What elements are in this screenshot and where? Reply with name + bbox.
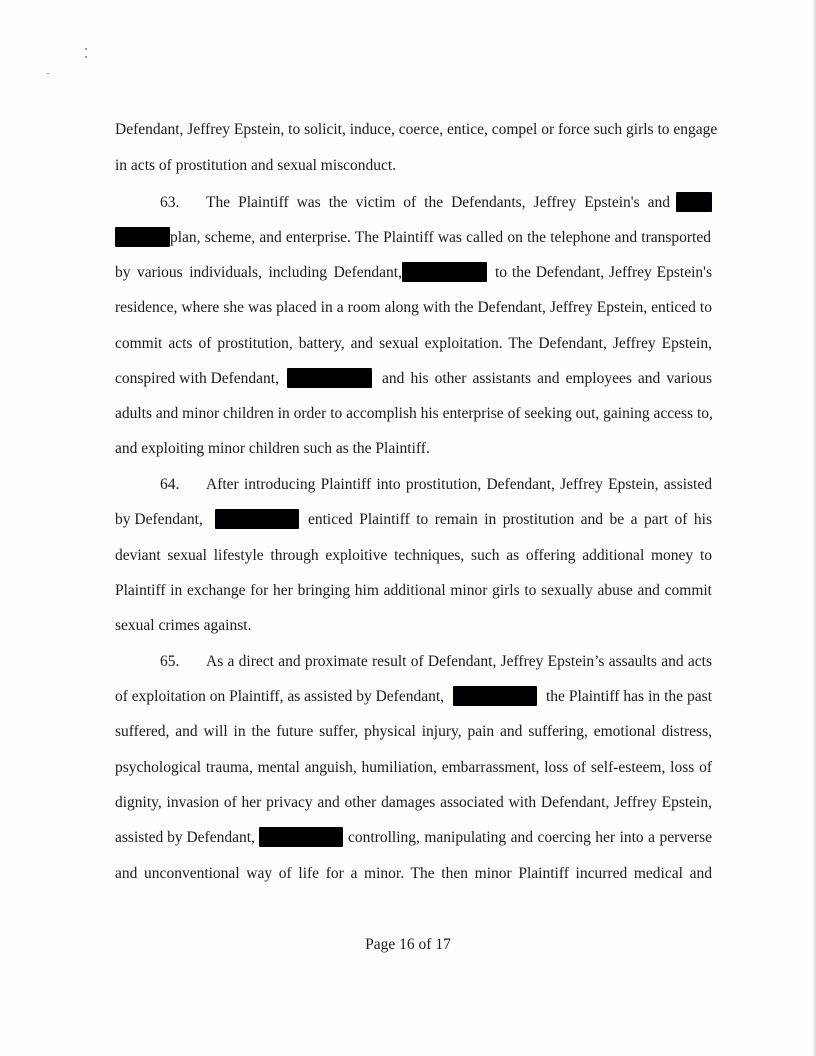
line-text: residence, where she was placed in a room along with the Defendant, Jeffrey Epstein, enticed to bbox=[115, 299, 712, 316]
redaction-box bbox=[676, 192, 712, 212]
body-line bbox=[115, 297, 712, 319]
line-text: dignity, invasion of her privacy and other damages associated with Defendant, Jeffrey Epstein, bbox=[115, 794, 712, 811]
line-text: to the Defendant, Jeffrey Epstein's bbox=[495, 264, 712, 281]
page-footer: Page 16 of 17 bbox=[365, 936, 451, 953]
line-text: assisted by Defendant, bbox=[115, 829, 255, 846]
body-line bbox=[115, 545, 712, 567]
paragraph-number: 64. bbox=[160, 476, 180, 493]
line-text: psychological trauma, mental anguish, humiliation, embarrassment, loss of self-esteem, loss of bbox=[115, 759, 712, 776]
redaction-box bbox=[402, 262, 487, 282]
body-line bbox=[115, 438, 712, 460]
paragraph-65-first-line bbox=[115, 651, 712, 673]
line-text: controlling, manipulating and coercing her into a perverse bbox=[348, 829, 712, 846]
line-text: commit acts of prostitution, battery, and sexual exploitation. The Defendant, Jeffrey Epstein, bbox=[115, 335, 712, 352]
line-text: conspired with Defendant, bbox=[115, 370, 279, 387]
redaction-box bbox=[287, 368, 372, 388]
body-line bbox=[115, 863, 712, 885]
line-text: After introducing Plaintiff into prostitution, Defendant, Jeffrey Epstein, assisted bbox=[206, 476, 712, 493]
scan-speck bbox=[47, 73, 49, 74]
paragraph-number: 65. bbox=[160, 653, 180, 670]
scan-speck bbox=[85, 48, 87, 50]
line-text: by Defendant, bbox=[115, 511, 203, 528]
line-text: plan, scheme, and enterprise. The Plaintiff was called on the telephone and transported bbox=[170, 229, 711, 246]
paragraph-63-first-line bbox=[115, 192, 712, 214]
line-text: of exploitation on Plaintiff, as assisted by Defendant, bbox=[115, 688, 445, 705]
body-line bbox=[115, 509, 712, 531]
body-line bbox=[115, 721, 712, 743]
line-text: suffered, and will in the future suffer, physical injury, pain and suffering, emotional distress, bbox=[115, 723, 712, 740]
line-text: enticed Plaintiff to remain in prostitution and be a part of his bbox=[308, 511, 712, 528]
line-text: The Plaintiff was the victim of the Defendants, Jeffrey Epstein's and bbox=[206, 194, 670, 211]
redaction-box bbox=[453, 686, 537, 706]
body-line bbox=[115, 368, 712, 390]
body-line bbox=[115, 155, 712, 177]
body-line bbox=[115, 262, 712, 284]
line-text: deviant sexual lifestyle through exploitive techniques, such as offering additional money to bbox=[115, 547, 712, 564]
body-line bbox=[115, 227, 712, 249]
line-text: Defendant, Jeffrey Epstein, to solicit, induce, coerce, entice, compel or force such girls to engage bbox=[115, 121, 718, 138]
scan-speck bbox=[85, 56, 87, 58]
line-text: sexual crimes against. bbox=[115, 617, 252, 634]
line-text: and his other assistants and employees and various bbox=[382, 370, 712, 387]
paragraph-number: 63. bbox=[160, 194, 180, 211]
line-text: As a direct and proximate result of Defendant, Jeffrey Epstein’s assaults and acts bbox=[206, 653, 712, 670]
body-line bbox=[115, 827, 712, 849]
paragraph-64-first-line bbox=[115, 474, 712, 496]
line-text: adults and minor children in order to accomplish his enterprise of seeking out, gaining access to, bbox=[115, 405, 713, 422]
body-line bbox=[115, 580, 712, 602]
line-text: and unconventional way of life for a minor. The then minor Plaintiff incurred medical and bbox=[115, 865, 712, 882]
body-line bbox=[115, 792, 712, 814]
line-text: Plaintiff in exchange for her bringing him additional minor girls to sexually abuse and commit bbox=[115, 582, 712, 599]
body-line bbox=[115, 119, 718, 141]
redaction-box bbox=[215, 509, 299, 529]
body-line bbox=[115, 686, 712, 708]
redaction-box bbox=[259, 827, 343, 847]
body-line bbox=[115, 757, 712, 779]
body-line bbox=[115, 615, 712, 637]
body-line bbox=[115, 403, 712, 425]
line-text: by various individuals, including Defendant, bbox=[115, 264, 402, 281]
redaction-box bbox=[115, 227, 170, 247]
body-line bbox=[115, 333, 712, 355]
line-text: the Plaintiff has in the past bbox=[546, 688, 712, 705]
line-text: and exploiting minor children such as the Plaintiff. bbox=[115, 440, 430, 457]
line-text: in acts of prostitution and sexual misconduct. bbox=[115, 157, 397, 174]
